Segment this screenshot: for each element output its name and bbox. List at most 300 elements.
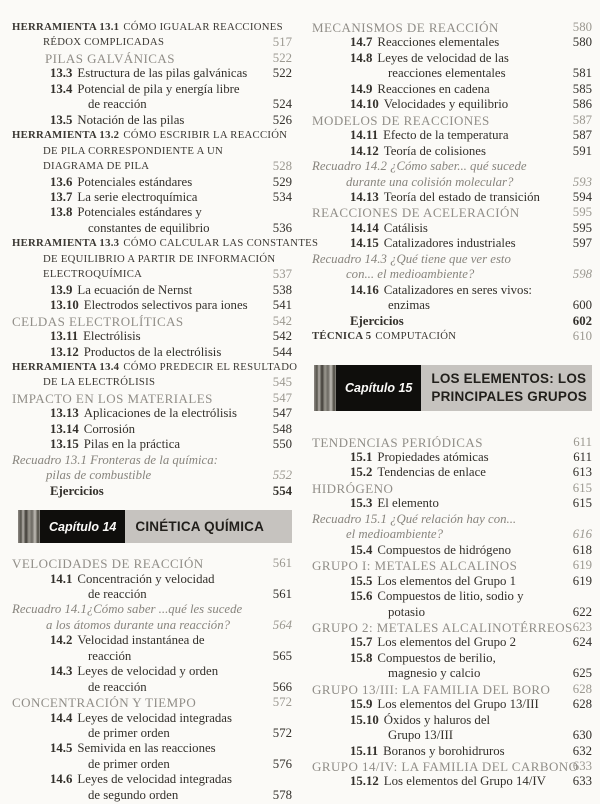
tool-label: HERRAMIENTA 13.1 bbox=[12, 21, 120, 33]
entry-title: Electrólisis bbox=[83, 329, 141, 344]
entry-title: Leyes de velocidad y orden bbox=[77, 664, 219, 679]
page-number: 595 bbox=[572, 205, 592, 220]
section-number: 13.9 bbox=[50, 282, 73, 297]
entry-text-line bbox=[312, 329, 568, 344]
page-number: 561 bbox=[272, 556, 292, 571]
entry-text-line: PILAS GALVÁNICAS bbox=[45, 50, 175, 66]
page-number: 580 bbox=[572, 35, 592, 50]
page-number: 622 bbox=[572, 604, 592, 619]
page-number: 565 bbox=[272, 648, 292, 663]
page-number: 585 bbox=[572, 81, 592, 96]
toc-section-heading bbox=[312, 205, 592, 220]
toc-subsection-entry bbox=[12, 190, 292, 205]
section-number: 13.12 bbox=[50, 344, 79, 359]
page-number: 595 bbox=[572, 220, 592, 235]
page-number: 611 bbox=[573, 434, 592, 449]
page-number: 528 bbox=[272, 159, 292, 174]
entry-text-line: GRUPO 13/III: LA FAMILIA DEL BORO bbox=[312, 681, 551, 697]
entry-text-line bbox=[312, 221, 568, 236]
toc-subsection-entry bbox=[12, 772, 292, 803]
entry-text-line bbox=[12, 66, 268, 81]
entry-title: Los elementos del Grupo 1 bbox=[377, 573, 517, 588]
section-number: 15.2 bbox=[350, 465, 373, 480]
toc-subsection-entry bbox=[12, 82, 292, 113]
page-number: 542 bbox=[272, 313, 292, 328]
section-number: 15.11 bbox=[350, 743, 379, 758]
section-number: 14.16 bbox=[350, 282, 379, 297]
toc-tool-entry bbox=[12, 128, 292, 174]
entry-title: Leyes de velocidad de las bbox=[377, 50, 509, 65]
toc-tool-entry bbox=[12, 236, 319, 282]
section-number: 15.3 bbox=[350, 496, 373, 511]
chapter-title-line: CINÉTICA QUÍMICA bbox=[135, 518, 265, 534]
entry-text-line: durante una colisión molecular? bbox=[346, 174, 514, 189]
entry-title: Catálisis bbox=[383, 220, 428, 235]
entry-text-line bbox=[12, 190, 268, 205]
toc-subsection-entry bbox=[12, 298, 292, 313]
toc-section-heading bbox=[12, 556, 292, 571]
entry-text-line bbox=[12, 572, 268, 587]
entry-text-line bbox=[312, 744, 568, 759]
page-number: 538 bbox=[272, 282, 292, 297]
toc-tool-entry bbox=[12, 20, 292, 51]
entry-text-line: Recuadro 14.3 ¿Qué tiene que ver esto bbox=[312, 251, 511, 266]
chapter-title-line: PRINCIPALES GRUPOS bbox=[431, 388, 587, 404]
page-number: 541 bbox=[272, 298, 292, 313]
entry-title: Velocidad instantánea de bbox=[77, 633, 205, 648]
section-number: 13.15 bbox=[50, 437, 79, 452]
entry-text-line: Recuadro 14.1¿Cómo saber ...qué les sucede bbox=[12, 602, 243, 617]
toc-subsection-entry bbox=[312, 697, 592, 712]
toc-sidebox-entry bbox=[12, 602, 292, 633]
toc-subsection-entry bbox=[312, 35, 592, 50]
section-number: 14.11 bbox=[350, 128, 379, 143]
entry-title: Tendencias de enlace bbox=[377, 465, 486, 480]
page-number: 522 bbox=[272, 66, 292, 81]
entry-title: La serie electroquímica bbox=[77, 189, 198, 204]
toc-sidebox-entry bbox=[312, 512, 592, 543]
chapter-banner bbox=[18, 510, 292, 543]
page-number: 578 bbox=[272, 787, 292, 802]
entry-text-line bbox=[12, 664, 268, 679]
entry-text-line bbox=[312, 651, 568, 666]
entry-title: Compuestos de berilio, bbox=[377, 650, 496, 665]
entry-title: COMPUTACIÓN bbox=[375, 330, 457, 343]
entry-title: Catalizadores en seres vivos: bbox=[383, 282, 532, 297]
entry-text-line: reacción bbox=[88, 648, 132, 663]
page-number: 545 bbox=[272, 375, 292, 390]
entry-text-line bbox=[312, 283, 568, 298]
section-number: 14.3 bbox=[50, 664, 73, 679]
entry-text-line bbox=[312, 144, 568, 159]
entry-text-line: RÉDOX COMPLICADAS bbox=[43, 36, 165, 49]
entry-title: Electrodos selectivos para iones bbox=[83, 298, 248, 313]
page-number: 522 bbox=[272, 50, 292, 65]
entry-text-line: GRUPO I: METALES ALCALINOS bbox=[312, 558, 518, 574]
entry-text-line bbox=[312, 450, 568, 465]
page-number: 628 bbox=[572, 697, 592, 712]
entry-text-line: IMPACTO EN LOS MATERIALES bbox=[12, 390, 213, 406]
entry-text-line: enzimas bbox=[388, 298, 430, 313]
page-number: 624 bbox=[572, 635, 592, 650]
entry-text-line bbox=[12, 298, 268, 313]
tool-label: HERRAMIENTA 13.4 bbox=[12, 360, 120, 373]
entry-title: CÓMO IGUALAR REACCIONES bbox=[123, 21, 283, 33]
entry-text-line: Recuadro 15.1 ¿Qué relación hay con... bbox=[312, 511, 517, 526]
toc-subsection-entry bbox=[312, 51, 592, 82]
toc-subsection-entry bbox=[312, 236, 592, 251]
section-number: 15.5 bbox=[350, 573, 373, 588]
section-number: 14.12 bbox=[350, 143, 379, 158]
tool-label: TÉCNICA 5 bbox=[312, 330, 372, 343]
page-number: 625 bbox=[572, 666, 592, 681]
entry-title: Reacciones elementales bbox=[377, 35, 500, 50]
section-number: 13.6 bbox=[50, 174, 73, 189]
entry-text-line bbox=[312, 697, 568, 712]
toc-subsection-entry bbox=[312, 82, 592, 97]
entry-title: Velocidades y equilibrio bbox=[383, 97, 509, 112]
entry-text-line: de segundo orden bbox=[88, 787, 179, 802]
page-number: 536 bbox=[272, 220, 292, 235]
entry-title: CÓMO ESCRIBIR LA REACCIÓN bbox=[123, 129, 288, 142]
section-number: 15.9 bbox=[350, 697, 373, 712]
section-number: 13.10 bbox=[50, 298, 79, 313]
entry-text-line: DE PILA CORRESPONDIENTE A UN bbox=[43, 144, 224, 157]
entry-text-line bbox=[12, 283, 268, 298]
entry-text-line bbox=[312, 82, 568, 97]
entry-text-line: DE LA ELECTRÓLISIS bbox=[43, 376, 156, 389]
toc-tool-entry bbox=[12, 360, 298, 391]
toc-subsection-entry bbox=[312, 465, 592, 480]
entry-text-line bbox=[312, 465, 568, 480]
entry-title: Compuestos de litio, sodio y bbox=[377, 589, 524, 604]
entry-text-line: TENDENCIAS PERIÓDICAS bbox=[312, 434, 483, 450]
toc-subsection-entry bbox=[312, 574, 592, 589]
section-number: 14.2 bbox=[50, 633, 73, 648]
entry-title: Compuestos de hidrógeno bbox=[377, 542, 512, 557]
toc-subsection-entry bbox=[12, 741, 292, 772]
toc-subsection-entry bbox=[312, 128, 592, 143]
toc-subsection-entry bbox=[12, 113, 292, 128]
section-number: 14.5 bbox=[50, 741, 73, 756]
toc-section-heading bbox=[312, 759, 592, 774]
page-number: 537 bbox=[272, 267, 292, 282]
entry-text-line bbox=[312, 774, 568, 789]
page-number: 542 bbox=[272, 329, 292, 344]
page-number: 630 bbox=[572, 728, 592, 743]
section-number: 13.14 bbox=[50, 421, 79, 436]
page-number: 611 bbox=[573, 449, 592, 464]
page-number: 610 bbox=[572, 329, 592, 344]
entry-title: Teoría de colisiones bbox=[383, 143, 486, 158]
entry-title: CÓMO CALCULAR LAS CONSTANTES bbox=[123, 237, 319, 250]
section-number: 14.8 bbox=[350, 50, 373, 65]
entry-text-line: REACCIONES DE ACELERACIÓN bbox=[312, 205, 520, 221]
entry-title: Concentración y velocidad bbox=[77, 571, 215, 586]
section-number: 14.1 bbox=[50, 571, 73, 586]
entry-text-line bbox=[12, 772, 268, 787]
section-number: 15.7 bbox=[350, 635, 373, 650]
page-number: 526 bbox=[272, 112, 292, 127]
entry-text-line bbox=[312, 97, 568, 112]
page-number: 524 bbox=[272, 97, 292, 112]
chapter-title bbox=[125, 510, 292, 543]
toc-subsection-entry bbox=[12, 711, 292, 742]
entry-text-line bbox=[312, 128, 568, 143]
section-number: 15.8 bbox=[350, 650, 373, 665]
page-number: 615 bbox=[572, 480, 592, 495]
entry-text-line bbox=[12, 360, 298, 375]
entry-text-line bbox=[12, 329, 268, 344]
entry-text-line: Ejercicios bbox=[50, 483, 104, 498]
entry-text-line: DIAGRAMA DE PILA bbox=[43, 160, 150, 173]
toc-subsection-entry bbox=[12, 345, 292, 360]
section-number: 13.11 bbox=[50, 329, 79, 344]
toc-section-heading bbox=[312, 435, 592, 450]
page-number: 547 bbox=[272, 390, 292, 405]
page-number: 552 bbox=[272, 468, 292, 483]
toc-subsection-entry bbox=[312, 190, 592, 205]
entry-text-line: pilas de combustible bbox=[46, 468, 152, 483]
section-number: 15.4 bbox=[350, 542, 373, 557]
chapter-label: Capítulo 15 bbox=[336, 365, 421, 411]
entry-title: Boranos y borohidruros bbox=[383, 743, 505, 758]
entry-title: Teoría del estado de transición bbox=[383, 189, 540, 204]
page-number: 597 bbox=[572, 236, 592, 251]
page-number: 580 bbox=[572, 20, 592, 34]
page-number: 593 bbox=[572, 174, 592, 189]
page-number: 576 bbox=[272, 756, 292, 771]
entry-text-line bbox=[12, 422, 268, 437]
page-number: 561 bbox=[272, 586, 292, 601]
toc-subsection-entry bbox=[312, 496, 592, 511]
chapter-banner bbox=[314, 365, 592, 411]
page-number: 547 bbox=[272, 406, 292, 421]
section-number: 14.4 bbox=[50, 710, 73, 725]
section-number: 14.15 bbox=[350, 236, 379, 251]
entry-text-line: constantes de equilibrio bbox=[88, 220, 210, 235]
page-number: 594 bbox=[572, 189, 592, 204]
toc-subsection-entry bbox=[12, 66, 292, 81]
page-number: 586 bbox=[572, 97, 592, 112]
page-number: 628 bbox=[572, 681, 592, 696]
entry-text-line: CONCENTRACIÓN Y TIEMPO bbox=[12, 695, 197, 711]
toc-section-heading bbox=[312, 558, 592, 573]
page-number: 564 bbox=[272, 617, 292, 632]
entry-text-line bbox=[12, 113, 268, 128]
entry-title: Leyes de velocidad integradas bbox=[77, 772, 232, 787]
toc-subsection-entry bbox=[312, 97, 592, 112]
entry-text-line bbox=[12, 437, 268, 452]
toc-subsection-entry bbox=[12, 329, 292, 344]
entry-text-line bbox=[12, 711, 268, 726]
page-number: 550 bbox=[272, 437, 292, 452]
entry-title: Pilas en la práctica bbox=[83, 437, 181, 452]
toc-subsection-entry bbox=[312, 450, 592, 465]
entry-text-line: de reacción bbox=[88, 586, 147, 601]
section-number: 15.1 bbox=[350, 449, 373, 464]
entry-text-line bbox=[312, 635, 568, 650]
entry-text-line bbox=[312, 496, 568, 511]
entry-text-line: magnesio y calcio bbox=[388, 666, 481, 681]
entry-title: Efecto de la temperatura bbox=[383, 128, 509, 143]
chapter-label: Capítulo 14 bbox=[40, 510, 125, 543]
toc-exercises-entry bbox=[312, 314, 592, 329]
entry-text-line bbox=[12, 406, 268, 421]
toc-column-left bbox=[12, 20, 319, 803]
page-number: 548 bbox=[272, 421, 292, 436]
entry-text-line: DE EQUILIBRIO A PARTIR DE INFORMACIÓN bbox=[43, 252, 276, 265]
entry-title: Potencial de pila y energía libre bbox=[77, 81, 240, 96]
section-number: 13.13 bbox=[50, 406, 79, 421]
toc-subsection-entry bbox=[312, 713, 592, 744]
entry-text-line bbox=[12, 205, 268, 220]
toc-subsection-entry bbox=[312, 635, 592, 650]
toc-subsection-entry bbox=[312, 774, 592, 789]
entry-text-line bbox=[312, 35, 568, 50]
entry-text-line: potasio bbox=[388, 604, 425, 619]
page-number: 619 bbox=[572, 558, 592, 573]
toc-tool-entry bbox=[312, 329, 592, 344]
toc-section-heading bbox=[12, 314, 292, 329]
entry-title: Reacciones en cadena bbox=[377, 81, 490, 96]
entry-text-line bbox=[312, 543, 568, 558]
page-number: 613 bbox=[572, 465, 592, 480]
entry-text-line: reacciones elementales bbox=[388, 66, 506, 81]
section-number: 13.3 bbox=[50, 66, 73, 81]
entry-title: Semivida en las reacciones bbox=[77, 741, 216, 756]
entry-text-line: GRUPO 2: METALES ALCALINOTÉRREOS bbox=[312, 619, 573, 635]
chapter-title-line: LOS ELEMENTOS: LOS bbox=[431, 370, 587, 386]
entry-text-line: ELECTROQUÍMICA bbox=[43, 268, 143, 281]
entry-text-line bbox=[12, 175, 268, 190]
toc-subsection-entry bbox=[12, 283, 292, 298]
page-number: 544 bbox=[272, 344, 292, 359]
section-number: 14.6 bbox=[50, 772, 73, 787]
toc-subsection-entry bbox=[12, 437, 292, 452]
entry-text-line: HIDRÓGENO bbox=[312, 480, 394, 496]
toc-section-heading bbox=[312, 20, 592, 35]
entry-text-line: Grupo 13/III bbox=[388, 728, 454, 743]
toc-subsection-entry bbox=[312, 651, 592, 682]
entry-text-line: Ejercicios bbox=[350, 313, 404, 328]
tool-label: HERRAMIENTA 13.3 bbox=[12, 237, 120, 250]
entry-title: Potenciales estándares y bbox=[77, 205, 202, 220]
section-number: 15.10 bbox=[350, 712, 379, 727]
entry-text-line bbox=[12, 741, 268, 756]
entry-title: Productos de la electrólisis bbox=[83, 344, 222, 359]
chapter-title bbox=[421, 365, 592, 411]
entry-title: Aplicaciones de la electrólisis bbox=[83, 406, 237, 421]
entry-title: Propiedades atómicas bbox=[377, 449, 489, 464]
section-number: 15.12 bbox=[350, 774, 379, 789]
section-number: 14.13 bbox=[350, 189, 379, 204]
toc-exercises-entry bbox=[12, 484, 292, 499]
entry-title: CÓMO PREDECIR EL RESULTADO bbox=[123, 360, 298, 373]
toc-subsection-entry bbox=[12, 205, 292, 236]
page-number: 529 bbox=[272, 174, 292, 189]
entry-text-line bbox=[312, 236, 568, 251]
toc-subsection-entry bbox=[312, 543, 592, 558]
entry-text-line: de reacción bbox=[88, 679, 147, 694]
page-number: 566 bbox=[272, 679, 292, 694]
toc-subsection-entry bbox=[312, 221, 592, 236]
toc-subsection-entry bbox=[312, 589, 592, 620]
page-number: 633 bbox=[572, 774, 592, 789]
entry-text-line bbox=[12, 20, 283, 35]
page-number: 554 bbox=[272, 483, 292, 498]
entry-text-line: de reacción bbox=[88, 97, 147, 112]
toc-section-heading bbox=[12, 391, 292, 406]
entry-text-line: de primer orden bbox=[88, 726, 170, 741]
toc-subsection-entry bbox=[12, 406, 292, 421]
section-number: 13.5 bbox=[50, 112, 73, 127]
entry-text-line: MODELOS DE REACCIONES bbox=[312, 112, 490, 128]
entry-title: Corrosión bbox=[83, 421, 135, 436]
page-number: 623 bbox=[572, 619, 592, 634]
toc-sidebox-entry bbox=[312, 159, 592, 190]
entry-text-line: de primer orden bbox=[88, 756, 170, 771]
page-number: 572 bbox=[272, 726, 292, 741]
entry-title: La ecuación de Nernst bbox=[77, 282, 193, 297]
entry-text-line bbox=[312, 589, 568, 604]
section-number: 14.14 bbox=[350, 220, 379, 235]
toc-column-right bbox=[312, 20, 592, 790]
entry-text-line: el medioambiente? bbox=[346, 527, 444, 542]
page-number: 619 bbox=[572, 573, 592, 588]
entry-title: Los elementos del Grupo 2 bbox=[377, 635, 517, 650]
section-number: 13.4 bbox=[50, 81, 73, 96]
entry-text-line bbox=[312, 190, 568, 205]
toc-sidebox-entry bbox=[12, 453, 292, 484]
entry-title: Catalizadores industriales bbox=[383, 236, 516, 251]
entry-title: Leyes de velocidad integradas bbox=[77, 710, 232, 725]
section-number: 15.6 bbox=[350, 589, 373, 604]
page-number: 618 bbox=[572, 542, 592, 557]
toc-subsection-entry bbox=[12, 633, 292, 664]
section-number: 13.7 bbox=[50, 189, 73, 204]
entry-title: Óxidos y haluros del bbox=[383, 712, 491, 727]
entry-text-line bbox=[12, 128, 288, 143]
toc-section-heading bbox=[312, 620, 592, 635]
toc-subsection-entry bbox=[312, 144, 592, 159]
section-number: 14.9 bbox=[350, 81, 373, 96]
toc-section-heading bbox=[12, 51, 292, 66]
page-number: 615 bbox=[572, 496, 592, 511]
entry-text-line: MECANISMOS DE REACCIÓN bbox=[312, 20, 499, 35]
page-number: 600 bbox=[572, 298, 592, 313]
chapter-photo-image bbox=[314, 365, 336, 411]
toc-subsection-entry bbox=[312, 744, 592, 759]
toc-subsection-entry bbox=[12, 572, 292, 603]
section-number: 14.7 bbox=[350, 35, 373, 50]
page-number: 581 bbox=[572, 66, 592, 81]
entry-text-line: con... el medioambiente? bbox=[346, 267, 475, 282]
section-number: 14.10 bbox=[350, 97, 379, 112]
page-number: 517 bbox=[272, 35, 292, 50]
entry-text-line: Recuadro 13.1 Fronteras de la química: bbox=[12, 452, 218, 467]
page-number: 591 bbox=[572, 143, 592, 158]
toc-section-heading bbox=[312, 113, 592, 128]
entry-text-line bbox=[312, 713, 568, 728]
page-number: 572 bbox=[272, 695, 292, 710]
entry-title: El elemento bbox=[377, 496, 439, 511]
entry-text-line: VELOCIDADES DE REACCIÓN bbox=[12, 556, 204, 572]
entry-title: Notación de las pilas bbox=[77, 112, 185, 127]
page-number: 534 bbox=[272, 189, 292, 204]
page-number: 587 bbox=[572, 128, 592, 143]
page-number: 633 bbox=[572, 759, 592, 774]
